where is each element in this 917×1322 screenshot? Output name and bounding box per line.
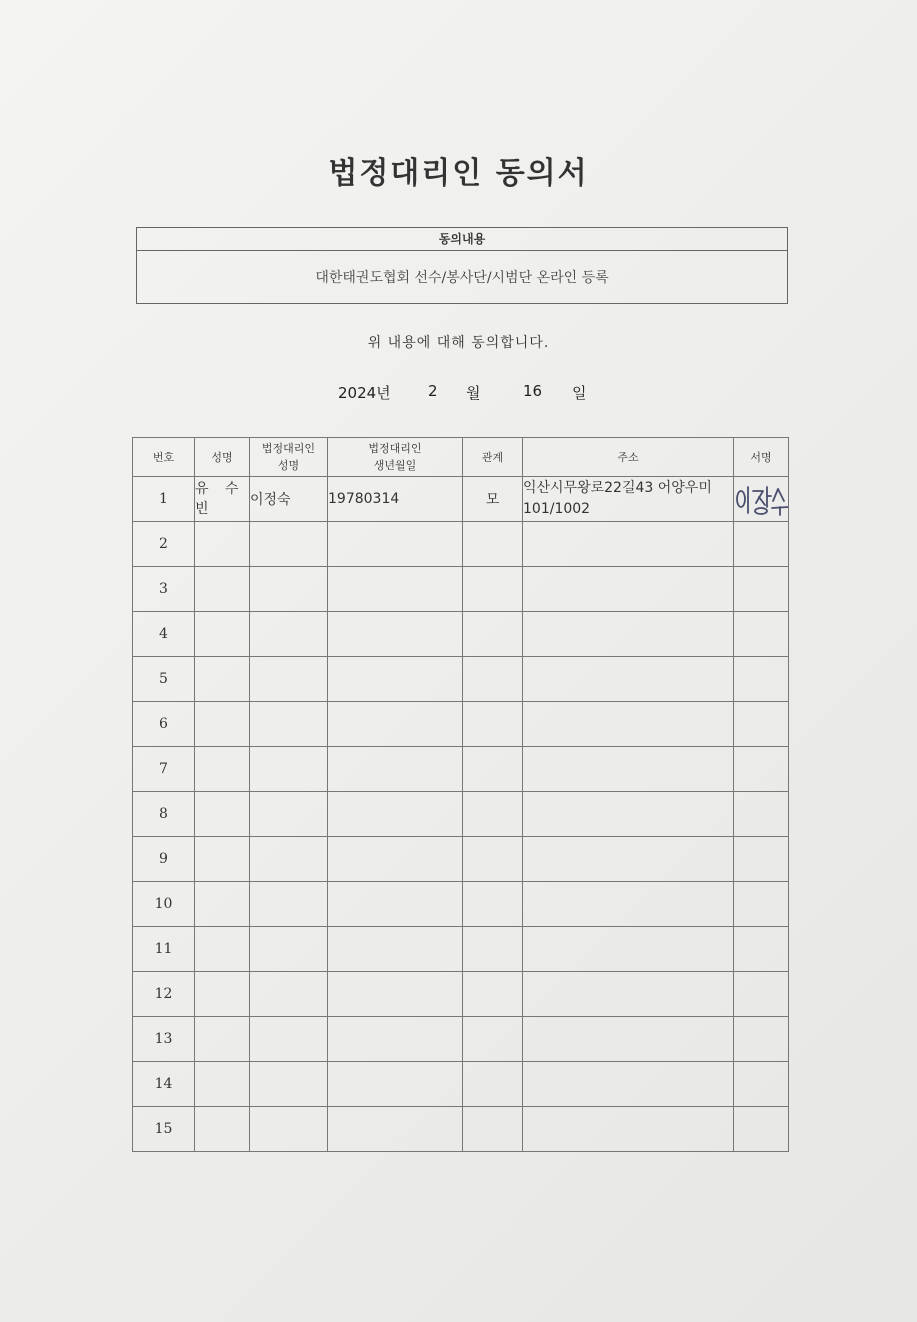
address: [523, 882, 734, 927]
member-name: [195, 882, 250, 927]
consent-content-box: [136, 227, 788, 304]
guardian-name: [250, 1017, 328, 1062]
header-name: 성명: [195, 438, 250, 477]
guardian-name: [250, 567, 328, 612]
header-guardian-name-line1: 법정대리인: [261, 442, 316, 455]
signature-cell: [734, 1107, 789, 1152]
address: [523, 567, 734, 612]
address: [523, 612, 734, 657]
table-row: [133, 612, 789, 657]
guardian-name: [250, 657, 328, 702]
signature-cell: [734, 522, 789, 567]
row-number: 6: [133, 702, 195, 747]
member-name: [195, 792, 250, 837]
address: 익산시무왕로22길43 어양우미101/1002: [523, 477, 734, 522]
table-row: [133, 792, 789, 837]
table-row: [133, 1107, 789, 1152]
address: [523, 792, 734, 837]
relation: [463, 522, 523, 567]
guardian-name: [250, 702, 328, 747]
table-header-row: [133, 438, 789, 477]
guardian-name: [250, 522, 328, 567]
date-day: 16: [523, 382, 543, 400]
guardian-birthdate: [328, 972, 463, 1017]
guardian-birthdate: [328, 747, 463, 792]
guardian-name: [250, 1062, 328, 1107]
table-row: [133, 747, 789, 792]
table-row: [133, 882, 789, 927]
member-name: [195, 702, 250, 747]
header-guardian-birth-line2: 생년월일: [373, 459, 417, 472]
header-signature: 서명: [734, 438, 789, 477]
guardian-birthdate: [328, 837, 463, 882]
guardian-birthdate: [328, 612, 463, 657]
header-address: 주소: [523, 438, 734, 477]
signature-cell: [734, 837, 789, 882]
guardian-birthdate: [328, 567, 463, 612]
guardian-table: [132, 437, 789, 1152]
header-guardian-birth: [328, 438, 463, 477]
relation: [463, 702, 523, 747]
relation: [463, 747, 523, 792]
row-number: 1: [133, 477, 195, 522]
address: [523, 657, 734, 702]
guardian-name: [250, 972, 328, 1017]
relation: 모: [463, 477, 523, 522]
guardian-birthdate: [328, 522, 463, 567]
member-name: [195, 927, 250, 972]
guardian-name: [250, 792, 328, 837]
relation: [463, 837, 523, 882]
document-title: 법정대리인 동의서: [328, 156, 589, 191]
signature-cell: [734, 702, 789, 747]
address: [523, 1107, 734, 1152]
row-number: 3: [133, 567, 195, 612]
guardian-name: [250, 612, 328, 657]
table-row: [133, 1017, 789, 1062]
signature-cell: [734, 567, 789, 612]
address: [523, 972, 734, 1017]
row-number: 13: [133, 1017, 195, 1062]
relation: [463, 1062, 523, 1107]
row-number: 8: [133, 792, 195, 837]
address: [523, 837, 734, 882]
guardian-birthdate: [328, 792, 463, 837]
member-name: [195, 747, 250, 792]
row-number: 10: [133, 882, 195, 927]
guardian-birthdate: 19780314: [328, 477, 463, 522]
guardian-birthdate: [328, 1107, 463, 1152]
member-name: [195, 612, 250, 657]
address: [523, 1062, 734, 1107]
member-name: [195, 657, 250, 702]
guardian-birthdate: [328, 702, 463, 747]
row-number: 5: [133, 657, 195, 702]
table-row: [133, 657, 789, 702]
table-row: [133, 837, 789, 882]
header-relation: 관계: [463, 438, 523, 477]
address: [523, 1017, 734, 1062]
row-number: 15: [133, 1107, 195, 1152]
guardian-birthdate: [328, 882, 463, 927]
header-guardian-name-line2: 성명: [277, 459, 300, 472]
guardian-name: [250, 837, 328, 882]
relation: [463, 567, 523, 612]
member-name: [195, 1107, 250, 1152]
member-name: [195, 837, 250, 882]
table-row: [133, 1062, 789, 1107]
relation: [463, 972, 523, 1017]
row-number: 7: [133, 747, 195, 792]
relation: [463, 792, 523, 837]
member-name: [195, 522, 250, 567]
signature-cell: [734, 792, 789, 837]
consent-content-body: 대한태권도협회 선수/봉사단/시범단 온라인 등록: [315, 270, 609, 286]
row-number: 2: [133, 522, 195, 567]
address: [523, 522, 734, 567]
row-number: 12: [133, 972, 195, 1017]
signature-cell: [734, 1062, 789, 1107]
guardian-birthdate: [328, 1017, 463, 1062]
table-row: [133, 702, 789, 747]
guardian-name: [250, 747, 328, 792]
member-name: [195, 972, 250, 1017]
address: [523, 927, 734, 972]
guardian-birthdate: [328, 1062, 463, 1107]
relation: [463, 657, 523, 702]
consent-content-header: 동의내용: [137, 228, 787, 251]
header-guardian-name: [250, 438, 328, 477]
table-row: [133, 927, 789, 972]
header-no: 번호: [133, 438, 195, 477]
guardian-name: [250, 882, 328, 927]
address: [523, 702, 734, 747]
guardian-birthdate: [328, 927, 463, 972]
table-row: [133, 972, 789, 1017]
date-month-label: 월: [466, 384, 481, 402]
signature-cell: [734, 882, 789, 927]
address: [523, 747, 734, 792]
guardian-birthdate: [328, 657, 463, 702]
table-row: [133, 567, 789, 612]
row-number: 4: [133, 612, 195, 657]
agreement-statement: 위 내용에 대해 동의합니다.: [367, 335, 550, 351]
signature-cell: [734, 1017, 789, 1062]
relation: [463, 612, 523, 657]
member-name: 유 수 빈: [195, 477, 250, 522]
signature-cell: [734, 612, 789, 657]
guardian-name: [250, 927, 328, 972]
table-row: [133, 477, 789, 522]
row-number: 11: [133, 927, 195, 972]
signature-cell: [734, 747, 789, 792]
guardian-name: [250, 1107, 328, 1152]
signature-cell: [734, 972, 789, 1017]
relation: [463, 882, 523, 927]
member-name: [195, 1017, 250, 1062]
member-name: [195, 1062, 250, 1107]
signature-cell: [734, 657, 789, 702]
date-year: 2024년: [338, 384, 391, 402]
signature-cell: [734, 477, 789, 522]
date-month: 2: [428, 382, 438, 400]
header-guardian-birth-line1: 법정대리인: [368, 442, 422, 455]
date-day-label: 일: [572, 384, 587, 402]
row-number: 14: [133, 1062, 195, 1107]
table-row: [133, 522, 789, 567]
signature-cell: [734, 927, 789, 972]
relation: [463, 1107, 523, 1152]
handwritten-signature: [734, 481, 789, 519]
row-number: 9: [133, 837, 195, 882]
guardian-name: 이정숙: [250, 477, 328, 522]
relation: [463, 1017, 523, 1062]
member-name: [195, 567, 250, 612]
relation: [463, 927, 523, 972]
